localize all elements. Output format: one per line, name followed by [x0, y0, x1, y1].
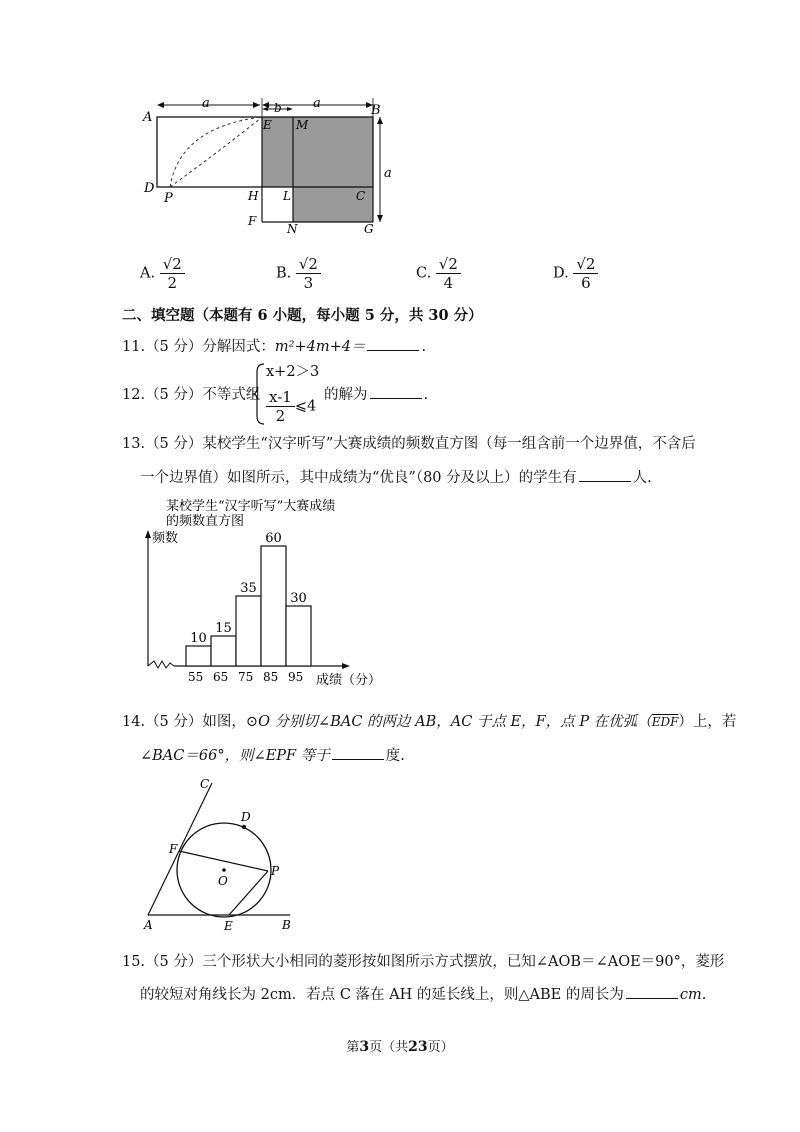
- chart-title-line2: 的频数直方图: [166, 514, 245, 529]
- question-15-line2: 的较短对角线长为 2cm．若点 C 落在 AH 的延长线上，则△ABE 的周长为 cm.: [140, 987, 707, 1003]
- label-E2: E: [224, 919, 233, 933]
- label-F: F: [248, 214, 257, 228]
- option-a[interactable]: A. $\frac{√2}{2}$: [140, 255, 185, 292]
- histogram-bar: [261, 546, 286, 666]
- label-F2: F: [169, 842, 178, 856]
- x-tick-label: 95: [288, 670, 304, 684]
- bar-value-label: 60: [265, 531, 282, 546]
- histogram-bar: [211, 636, 236, 666]
- bar-value-label: 15: [215, 621, 232, 636]
- rectangle-figure: [130, 92, 400, 237]
- label-a3: a: [384, 166, 392, 181]
- axis-break: [148, 661, 174, 668]
- label-D2: D: [241, 810, 251, 824]
- label-C2: C: [200, 777, 210, 791]
- question-13-line1: 13.（5 分）某校学生“汉字听写”大赛成绩的频数直方图（每一组含前一个边界值，不含后: [122, 436, 696, 452]
- label-C: C: [356, 189, 366, 203]
- label-H: H: [248, 189, 259, 203]
- bar-value-label: 10: [190, 631, 207, 646]
- option-d[interactable]: D. $\frac{√2}{6}$: [553, 255, 598, 292]
- shaded-square: [262, 117, 373, 187]
- bar-value-label: 30: [290, 591, 307, 606]
- y-axis-label: 频数: [152, 531, 179, 546]
- label-M: M: [296, 118, 309, 132]
- x-tick-label: 85: [263, 670, 279, 684]
- label-B2: B: [282, 918, 291, 932]
- histogram-bar: [236, 596, 261, 666]
- question-14-line1: 14.（5 分）如图，⊙O 分别切∠BAC 的两边 AB，AC 于点 E，F，点 P 在优弧$(\overline{EDF})$上，若: [122, 714, 737, 730]
- answer-blank-14[interactable]: [332, 747, 384, 760]
- answer-blank-15[interactable]: [626, 986, 678, 999]
- label-A: A: [143, 110, 153, 125]
- x-tick-label: 75: [238, 670, 254, 684]
- label-A2: A: [144, 918, 153, 932]
- question-12: 12.（5 分）不等式组: [122, 387, 261, 403]
- question-13-line2: 一个边界值）如图所示，其中成绩为“优良”（80 分及以上）的学生有 人.: [140, 470, 652, 486]
- answer-blank-12[interactable]: [370, 386, 422, 399]
- answer-blank-11[interactable]: [367, 338, 419, 351]
- option-b[interactable]: B. $\frac{√2}{3}$: [276, 255, 321, 292]
- label-L: L: [283, 189, 291, 203]
- option-c[interactable]: C. $\frac{√2}{4}$: [416, 255, 461, 292]
- label-O2: O: [218, 874, 228, 888]
- label-P2: P: [271, 864, 280, 878]
- system-brace: [252, 362, 266, 426]
- circle-dot-icon: ⊙: [245, 714, 259, 730]
- inequality-2: $\frac{x-1}{2}$ ⩽4: [266, 388, 316, 425]
- label-B: B: [371, 103, 381, 118]
- arc-edf: $\overline{EDF}$: [651, 715, 679, 729]
- bar-value-label: 35: [240, 581, 257, 596]
- histogram-bar: [286, 606, 311, 666]
- x-tick-label: 65: [213, 670, 229, 684]
- circle-figure: [140, 775, 305, 935]
- label-E: E: [263, 118, 272, 132]
- label-b: b: [274, 101, 282, 115]
- page-footer: 第3页（共23页）: [346, 1039, 454, 1055]
- x-tick-label: 55: [188, 670, 204, 684]
- label-G: G: [364, 222, 374, 236]
- label-P: P: [164, 191, 173, 206]
- question-14-line2: ∠BAC＝66°，则∠EPF 等于 度.: [140, 748, 405, 764]
- chart-title-line1: 某校学生“汉字听写”大赛成绩: [166, 499, 336, 514]
- histogram-bar: [186, 646, 211, 666]
- question-15-line1: 15.（5 分）三个形状大小相同的菱形按如图所示方式摆放，已知∠AOB＝∠AOE＝90°，菱形: [122, 954, 725, 970]
- question-12-tail: 的解为 .: [324, 387, 429, 403]
- section-heading: 二、填空题（本题有 6 小题，每小题 5 分，共 30 分）: [122, 307, 483, 324]
- question-11: 11.（5 分）分解因式：m²+4m+4＝ .: [122, 339, 427, 355]
- x-axis-label: 成绩（分）: [316, 673, 382, 688]
- inequality-1: x+2＞3: [266, 364, 320, 380]
- label-D: D: [144, 181, 155, 196]
- label-N: N: [287, 222, 298, 236]
- label-a2: a: [313, 96, 321, 111]
- answer-blank-13[interactable]: [579, 469, 631, 482]
- label-a1: a: [202, 96, 210, 111]
- frequency-histogram: [130, 492, 390, 692]
